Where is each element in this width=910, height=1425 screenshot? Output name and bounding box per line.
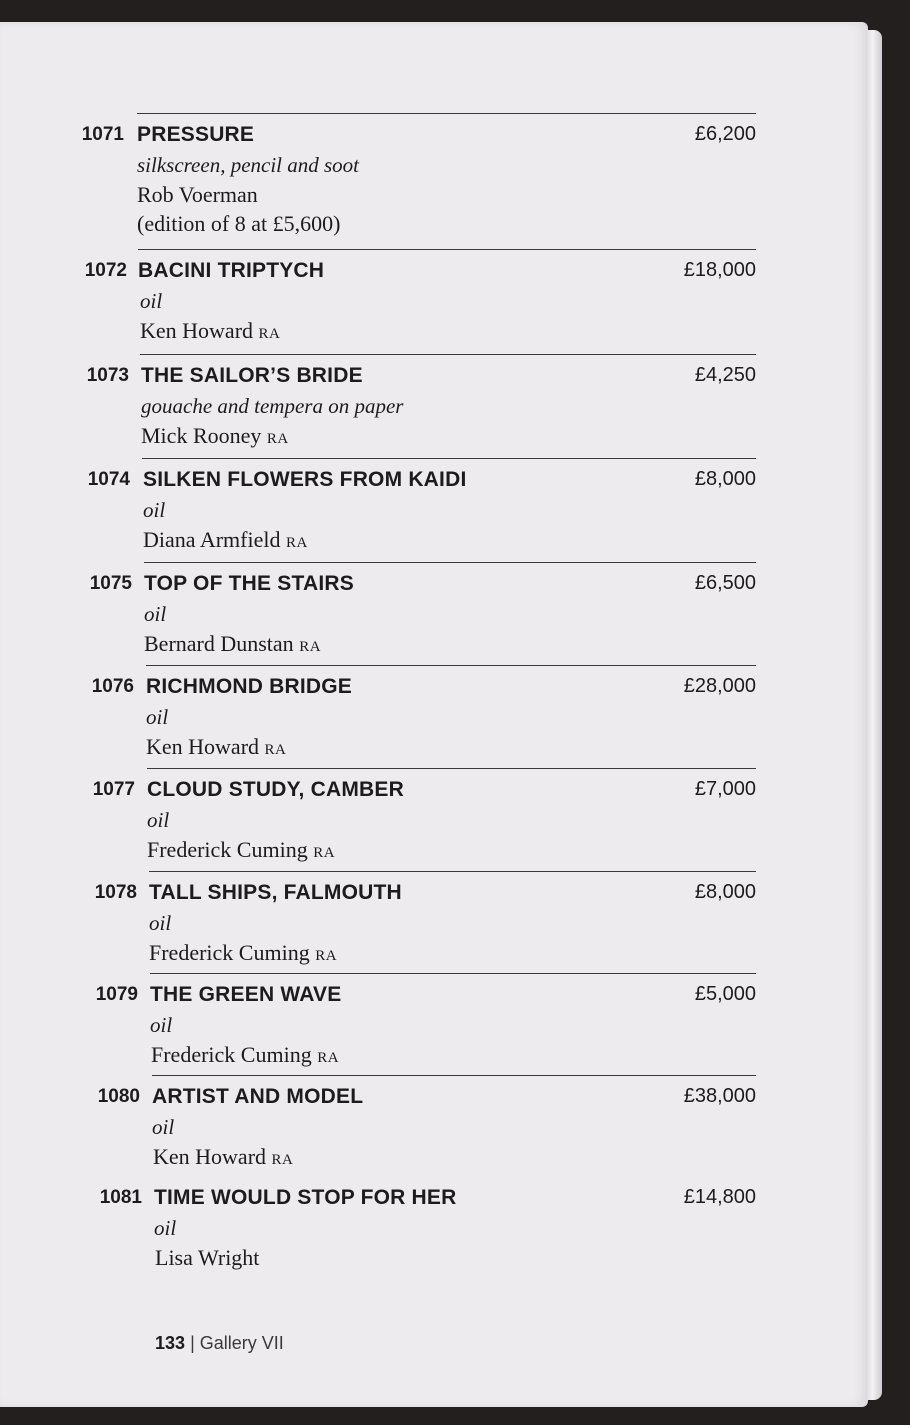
entry-title: TOP OF THE STAIRS — [144, 572, 354, 595]
entry-rule — [140, 354, 756, 355]
entry-medium: oil — [150, 1013, 173, 1037]
artist-name: Frederick Cuming — [151, 1042, 312, 1067]
artist-name: Ken Howard — [153, 1144, 267, 1169]
catalogue-entry-1081 — [80, 1176, 756, 1280]
entry-number: 1078 — [94, 882, 137, 903]
catalogue-entry-1079 — [80, 973, 756, 1077]
entry-medium: oil — [154, 1216, 177, 1240]
entry-number: 1079 — [95, 984, 138, 1005]
catalogue-entry-1073 — [80, 354, 756, 458]
entry-title: THE GREEN WAVE — [150, 983, 342, 1006]
entry-artist — [144, 631, 321, 657]
artist-name: Diana Armfield — [143, 527, 281, 552]
entry-rule — [137, 113, 756, 114]
entry-price: £8,000 — [694, 881, 756, 903]
entry-number: 1080 — [97, 1086, 140, 1107]
entry-rule — [147, 768, 756, 769]
entry-artist — [141, 423, 289, 449]
entry-price: £14,800 — [683, 1186, 756, 1208]
entry-price: £8,000 — [694, 468, 756, 490]
entry-artist — [155, 1245, 259, 1271]
entry-rule — [149, 871, 756, 872]
entry-title: ARTIST AND MODEL — [152, 1085, 364, 1108]
entry-medium: silkscreen, pencil and soot — [137, 153, 360, 177]
entry-number: 1074 — [87, 469, 130, 490]
artist-name: Mick Rooney — [141, 423, 262, 448]
catalogue-entry-1071 — [80, 113, 756, 249]
entry-rule — [146, 665, 756, 666]
catalogue-entry-1076 — [80, 665, 756, 769]
entry-price: £5,000 — [694, 983, 756, 1005]
entry-artist — [140, 318, 280, 344]
entry-rule — [150, 973, 756, 974]
entry-title: TIME WOULD STOP FOR HER — [154, 1186, 457, 1209]
entry-number: 1081 — [99, 1187, 142, 1208]
ra-suffix: RA — [258, 326, 281, 342]
entry-medium: oil — [144, 602, 167, 626]
entry-number: 1071 — [81, 124, 124, 145]
entry-rule — [144, 562, 756, 563]
entry-price: £18,000 — [683, 259, 756, 281]
entry-medium: oil — [147, 808, 170, 832]
ra-suffix: RA — [266, 431, 289, 447]
ra-suffix: RA — [271, 1152, 294, 1168]
entry-artist — [151, 1042, 339, 1068]
artist-name: Lisa Wright — [155, 1245, 260, 1270]
entry-title: BACINI TRIPTYCH — [138, 259, 325, 282]
entry-title: SILKEN FLOWERS FROM KAIDI — [143, 468, 467, 491]
ra-suffix: RA — [285, 535, 308, 551]
artist-name: Ken Howard — [146, 734, 260, 759]
entry-rule — [138, 249, 756, 250]
entry-number: 1073 — [86, 365, 129, 386]
entry-artist — [153, 1144, 293, 1170]
page-footer — [155, 1333, 284, 1354]
entry-number: 1077 — [92, 779, 135, 800]
entry-medium: gouache and tempera on paper — [141, 394, 404, 418]
entry-medium: oil — [146, 705, 169, 729]
entry-rule — [142, 458, 756, 459]
entry-edition: (edition of 8 at £5,600) — [137, 211, 341, 236]
entry-title: RICHMOND BRIDGE — [146, 675, 352, 698]
entry-artist — [137, 182, 258, 208]
artist-name: Rob Voerman — [137, 182, 258, 207]
artist-name: Bernard Dunstan — [144, 631, 294, 656]
entry-price: £6,500 — [694, 572, 756, 594]
catalogue-entry-1078 — [80, 871, 756, 975]
catalogue-entry-1075 — [80, 562, 756, 666]
catalogue-entry-1080 — [80, 1075, 756, 1179]
entry-artist — [146, 734, 286, 760]
entry-number: 1072 — [84, 260, 127, 281]
ra-suffix: RA — [313, 845, 336, 861]
entry-medium: oil — [140, 289, 163, 313]
entry-title: THE SAILOR’S BRIDE — [141, 364, 363, 387]
artist-name: Ken Howard — [140, 318, 254, 343]
entry-number: 1076 — [91, 676, 134, 697]
entry-title: TALL SHIPS, FALMOUTH — [149, 881, 402, 904]
entry-price: £28,000 — [683, 675, 756, 697]
page-number: 133 — [155, 1333, 186, 1353]
entry-title: PRESSURE — [137, 123, 255, 146]
entry-medium: oil — [149, 911, 172, 935]
catalogue-entry-1074 — [80, 458, 756, 562]
ra-suffix: RA — [317, 1050, 340, 1066]
entry-rule — [152, 1075, 756, 1076]
entry-artist — [149, 940, 337, 966]
entry-medium: oil — [143, 498, 166, 522]
ra-suffix: RA — [315, 948, 338, 964]
catalogue-entry-1077 — [80, 768, 756, 872]
entry-price: £7,000 — [694, 778, 756, 800]
ra-suffix: RA — [299, 639, 322, 655]
footer-separator: | — [190, 1333, 195, 1353]
entry-number: 1075 — [89, 573, 132, 594]
artist-name: Frederick Cuming — [147, 837, 308, 862]
artist-name: Frederick Cuming — [149, 940, 310, 965]
catalogue-entry-1072 — [80, 249, 756, 353]
page-edge — [866, 30, 882, 1400]
entry-price: £4,250 — [694, 364, 756, 386]
ra-suffix: RA — [264, 742, 287, 758]
entry-price: £6,200 — [694, 123, 756, 145]
entry-title: CLOUD STUDY, CAMBER — [147, 778, 404, 801]
section-name: Gallery VII — [199, 1333, 284, 1353]
entry-artist — [147, 837, 335, 863]
entry-price: £38,000 — [683, 1085, 756, 1107]
entry-artist — [143, 527, 308, 553]
entry-medium: oil — [152, 1115, 175, 1139]
